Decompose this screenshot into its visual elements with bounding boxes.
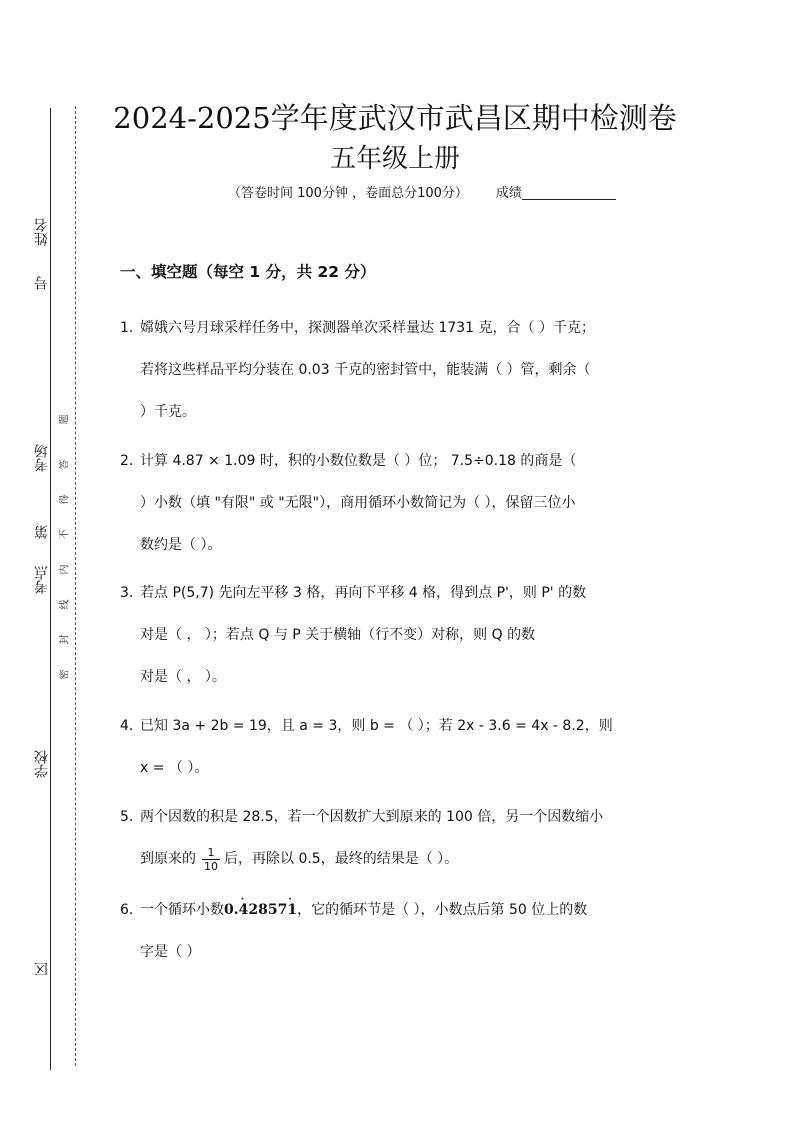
question-number: 5.: [120, 809, 134, 825]
question-text: ）千克。: [140, 404, 196, 420]
warning-char: 答: [59, 459, 71, 470]
question-text: ）小数（填 "有限" 或 "无限"），商用循环小数简记为（ ），保留三位小: [140, 495, 576, 511]
question-text-with-fraction: [120, 838, 680, 880]
repeat-dot: ·: [288, 894, 292, 905]
school-label: 学校: [34, 750, 50, 778]
question-6: [120, 889, 680, 973]
question-number: 3.: [120, 585, 134, 601]
question-1: [120, 307, 680, 433]
score-blank[interactable]: [522, 185, 616, 200]
question-text: 后，再除以 0.5，最终的结果是（ ）。: [224, 851, 459, 867]
section-heading: 一、填空题（每空 1 分，共 22 分）: [120, 263, 376, 281]
warning-char: 线: [59, 599, 71, 610]
fraction-numerator: 1: [202, 846, 220, 860]
repeat-end-digit: [287, 894, 298, 918]
question-number: 6.: [120, 902, 134, 918]
question-text: 到原来的: [140, 851, 196, 867]
binding-dashed-line: [75, 106, 76, 1066]
question-text: 嫦娥六号月球采样任务中，探测器单次采样量达 1731 克，合（ ）千克；: [140, 320, 595, 336]
question-5: [120, 796, 680, 880]
fraction-denominator: 10: [204, 859, 218, 873]
question-text: 字是（ ）: [140, 944, 201, 960]
exam-title: 2024-2025学年度武汉市武昌区期中检测卷: [113, 101, 677, 135]
question-text: 若将这些样品平均分装在 0.03 千克的密封管中，能装满（ ）管，剩余（: [140, 362, 591, 378]
question-text: 两个因数的积是 28.5，若一个因数扩大到原来的 100 倍，另一个因数缩小: [140, 809, 604, 825]
question-text: ，它的循环节是（ ），小数点后第 50 位上的数: [297, 902, 588, 918]
score-label: 成绩: [495, 186, 522, 201]
decimal-part: 2857: [248, 902, 288, 918]
digit: 4: [238, 902, 249, 918]
question-4: [120, 705, 680, 789]
exam-room-label: 考场: [34, 444, 50, 472]
warning-char: 题: [59, 414, 71, 425]
fraction: [202, 846, 220, 873]
question-text: 已知 3a + 2b = 19，且 a = 3，则 b = （ ）；若 2x - 3.6 = 4x - 8.2，则: [140, 718, 613, 734]
question-number: 1.: [120, 320, 134, 336]
question-number: 4.: [120, 718, 134, 734]
time-info: （答卷时间 100分钟 ，卷面总分100分）: [228, 186, 468, 201]
question-text: 对是（ ， ）。: [140, 669, 226, 685]
district-label: 区: [34, 962, 50, 976]
repeating-decimal: [224, 894, 298, 918]
question-2: [120, 440, 680, 566]
warning-char: 不: [59, 529, 71, 540]
warning-char: 得: [59, 494, 71, 505]
question-text: 若点 P(5,7) 先向左平移 3 格，再向下平移 4 格，得到点 P'，则 P' 的数: [140, 585, 587, 601]
question-number: 2.: [120, 453, 134, 469]
question-text: x = （ ）。: [140, 760, 209, 776]
question-3: [120, 572, 680, 698]
number-label: 号: [34, 276, 50, 290]
digit: 1: [287, 902, 298, 918]
seat-label: 第: [34, 525, 50, 539]
decimal-part: 0.: [224, 902, 239, 918]
exam-info-line: [228, 184, 688, 204]
question-text: 计算 4.87 × 1.09 时，积的小数位数是（ ）位； 7.5÷0.18 的商是（: [140, 453, 577, 469]
repeat-dot: ·: [240, 894, 245, 905]
exam-subtitle: 五年级上册: [329, 144, 460, 174]
question-text: 数约是（ ）。: [140, 537, 222, 553]
question-text: 一个循环小数: [140, 902, 224, 918]
warning-char: 密: [59, 669, 71, 680]
name-label: 姓名: [34, 218, 50, 246]
warning-char: 内: [59, 564, 71, 575]
repeat-start-digit: [238, 894, 249, 918]
exam-site-label: 考点: [34, 566, 50, 594]
question-text: 对是（ ， ）；若点 Q 与 P 关于横轴（行不变）对称，则 Q 的数: [140, 627, 536, 643]
warning-char: 封: [59, 634, 71, 645]
